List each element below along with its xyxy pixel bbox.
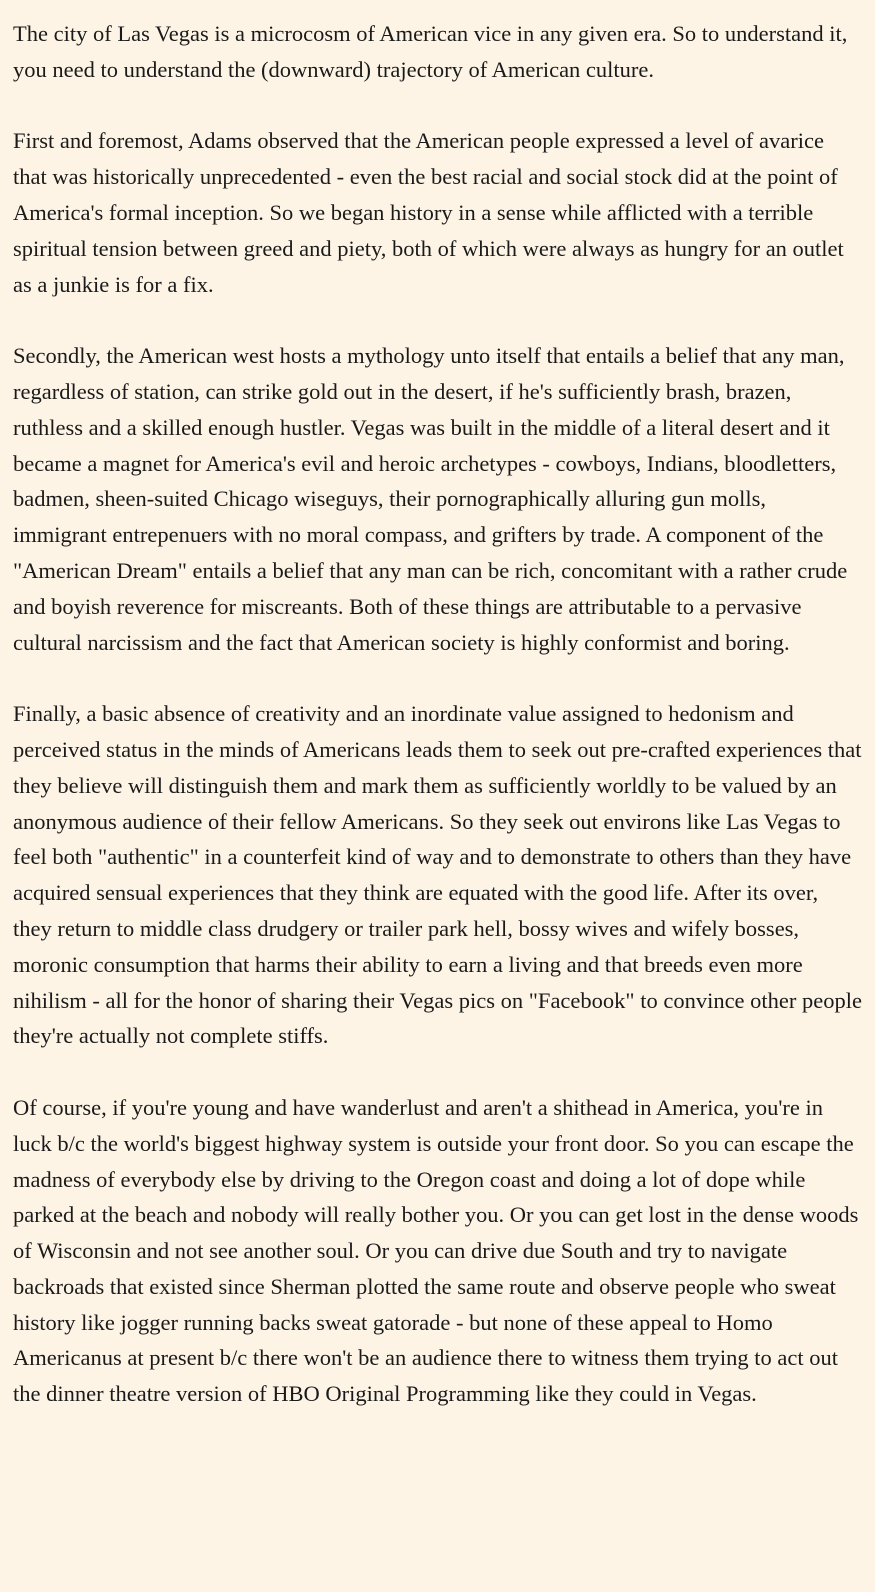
paragraph-intro: The city of Las Vegas is a microcosm of American vice in any given era. So to understand it, you need to understand the (downward) trajectory of American culture. — [13, 21, 848, 82]
paragraph-finally: Finally, a basic absence of creativity and an inordinate value assigned to hedonism and perceived status in the minds of Americans leads them to seek out pre-crafted experiences that they believe will distinguish them and mark them as sufficiently worldly to be valued by an anonymous audience of their fellow Americans. So they seek out environs like Las Vegas to feel both "authentic" in a counterfeit kind of way and to demonstrate to others than they have acquired sensual experiences that they think are equated with the good life. After its over, they return to middle class drudgery or trailer park hell, bossy wives and wifely bosses, moronic consumption that harms their ability to earn a living and that breeds even more nihilism - all for the honor of sharing their Vegas pics on "Facebook" to convince other people they're actually not complete stiffs. — [13, 701, 863, 1049]
paragraph-first: First and foremost, Adams observed that the American people expressed a level of avarice that was historically unprecedented - even the best racial and social stock did at the point of America's formal inception. So we began history in a sense while afflicted with a terrible spiritual tension between greed and piety, both of which were always as hungry for an outlet as a junkie is for a fix. — [13, 128, 844, 297]
paragraph-second: Secondly, the American west hosts a mythology unto itself that entails a belief that any man, regardless of station, can strike gold out in the desert, if he's sufficiently brash, brazen, ruthless and a skilled enough hustler. Vegas was built in the middle of a literal desert and it became a magnet for America's evil and heroic archetypes - cowboys, Indians, bloodletters, badmen, sheen-suited Chicago wiseguys, their pornographically alluring gun molls, immigrant entrepenuers with no moral compass, and grifters by trade. A component of the "American Dream" entails a belief that any man can be rich, concomitant with a rather crude and boyish reverence for miscreants. Both of these things are attributable to a pervasive cultural narcissism and the fact that American society is highly conformist and boring. — [13, 343, 848, 655]
paragraph-of-course: Of course, if you're young and have wanderlust and aren't a shithead in America, you're in luck b/c the world's biggest highway system is outside your front door. So you can escape the madness of everybody else by driving to the Oregon coast and doing a lot of dope while parked at the beach and nobody will really bother you. Or you can get lost in the dense woods of Wisconsin and not see another soul. Or you can drive due South and try to navigate backroads that existed since Sherman plotted the same route and observe people who sweat history like jogger running backs sweat gatorade - but none of these appeal to Homo Americanus at present b/c there won't be an audience there to witness them trying to act out the dinner theatre version of HBO Original Programming like they could in Vegas. — [13, 1094, 859, 1407]
